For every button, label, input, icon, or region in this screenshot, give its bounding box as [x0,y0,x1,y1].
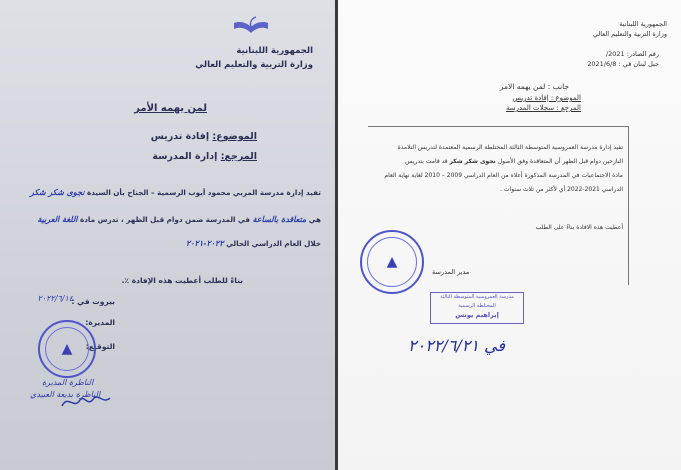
cedar-icon: ▲ [386,254,398,270]
teacher-name-handwritten: نجوى شكر شكر [30,187,85,197]
place-date: جبل لبنان في : 2021/6/8 [587,60,659,68]
director-name: إبراهيم يونس [455,311,499,319]
header-ministry: وزارة التربية والتعليم العالي [195,60,313,70]
addressee: جانب : لمن يهمه الامر [499,82,569,91]
body-line-3: مادة الاجتماعيات في المدرسة المذكورة أعلاه من العام الدراسي 2009 – 2010 لغاية نهاية العام [384,172,623,179]
sign-name-handwritten-1: الناظرة المديرة [42,378,94,387]
reference-line: المرجع : سجلات المدرسة [505,104,581,112]
body-line-1 [30,187,321,197]
header-republic: الجمهورية اللبنانية [619,20,667,28]
place-date-handwritten: ٢٠٢٢/٦/١٤ [37,294,73,303]
book-logo-icon [232,15,270,37]
closing-line: بناءً للطلب أعطيت هذه الإفادة ٪. [121,276,243,285]
body-line-3 [186,238,321,248]
reference-line [152,151,257,162]
left-document [0,0,335,470]
teacher-name: نجوى شكر شكر [449,158,496,165]
number-label: رقم الصادر: [626,50,659,58]
right-document [338,0,681,470]
school-stamp-line-1: مدرسة العمروسية المتوسطة الثالثة [440,294,514,300]
number-line [606,50,659,58]
closing-line: أعطيت هذه الافادة بناءً على الطلب [535,224,623,231]
sign-name-handwritten-2: الناظرة بديعة العبيدي [30,390,101,399]
sign-date-handwritten: في ٢٠٢٢/٦/٢١ [408,336,506,355]
status-handwritten: متعاقدة بالساعة [252,214,307,224]
body-text: قد قامت بتدريس [405,158,448,165]
subject-line [151,131,257,142]
school-stamp [38,320,96,378]
header-republic: الجمهورية اللبنانية [236,46,313,56]
header-ministry: وزارة التربية والتعليم العالي [592,30,667,38]
cedar-icon: ▲ [61,341,73,357]
body-text: النازحين دوام قبل الظهر أن المتعاقدة وفق الأصول [497,158,623,165]
body-text: خلال العام الدراسي الحالي [226,239,321,248]
body-line-2 [37,214,321,224]
subject-handwritten: اللغة العربية [37,214,78,224]
director-label: المديرة: [85,318,115,327]
official-stamp [360,230,424,294]
body-line-1: تفيد إدارة مدرسة العمروسية المتوسطة الثالثة المختلطة الرسمية المعتمدة لتدريس التلامذة [397,144,623,151]
page-title: لمن يهمه الأمر [134,103,207,114]
place-label: بيروت في : [71,297,115,306]
reference-value: إدارة المدرسة [152,151,218,162]
signature-scribble-icon [60,392,112,412]
number-value: 2021/ [605,50,625,58]
body-text: تفيد إدارة مدرسة المربي محمود أيوب الرسمية – الجناح بأن السيدة [86,188,321,197]
school-stamp-rect [430,292,524,324]
body-text: في المدرسة ضمن دوام قبل الظهر ، تدرس مادة [80,215,250,224]
signature-label: التوقيع: [85,342,115,351]
body-text: هي [308,215,321,224]
reference-label: المرجع: [220,151,257,162]
subject-value: إفادة تدريس [150,131,210,142]
year-handwritten: ٢٠٢٢-٢٠٢١ [185,238,224,248]
body-line-2 [405,158,623,165]
director-title: مدير المدرسة [432,268,470,276]
subject-line: الموضوع : إفادة تدريس [512,94,581,102]
school-stamp-line-2: المختلطة الرسمية [458,303,496,309]
subject-label: الموضوع: [212,131,257,142]
body-line-4: الدراسي 2021-2022 أي لأكثر من ثلاث سنوات . [500,186,623,193]
